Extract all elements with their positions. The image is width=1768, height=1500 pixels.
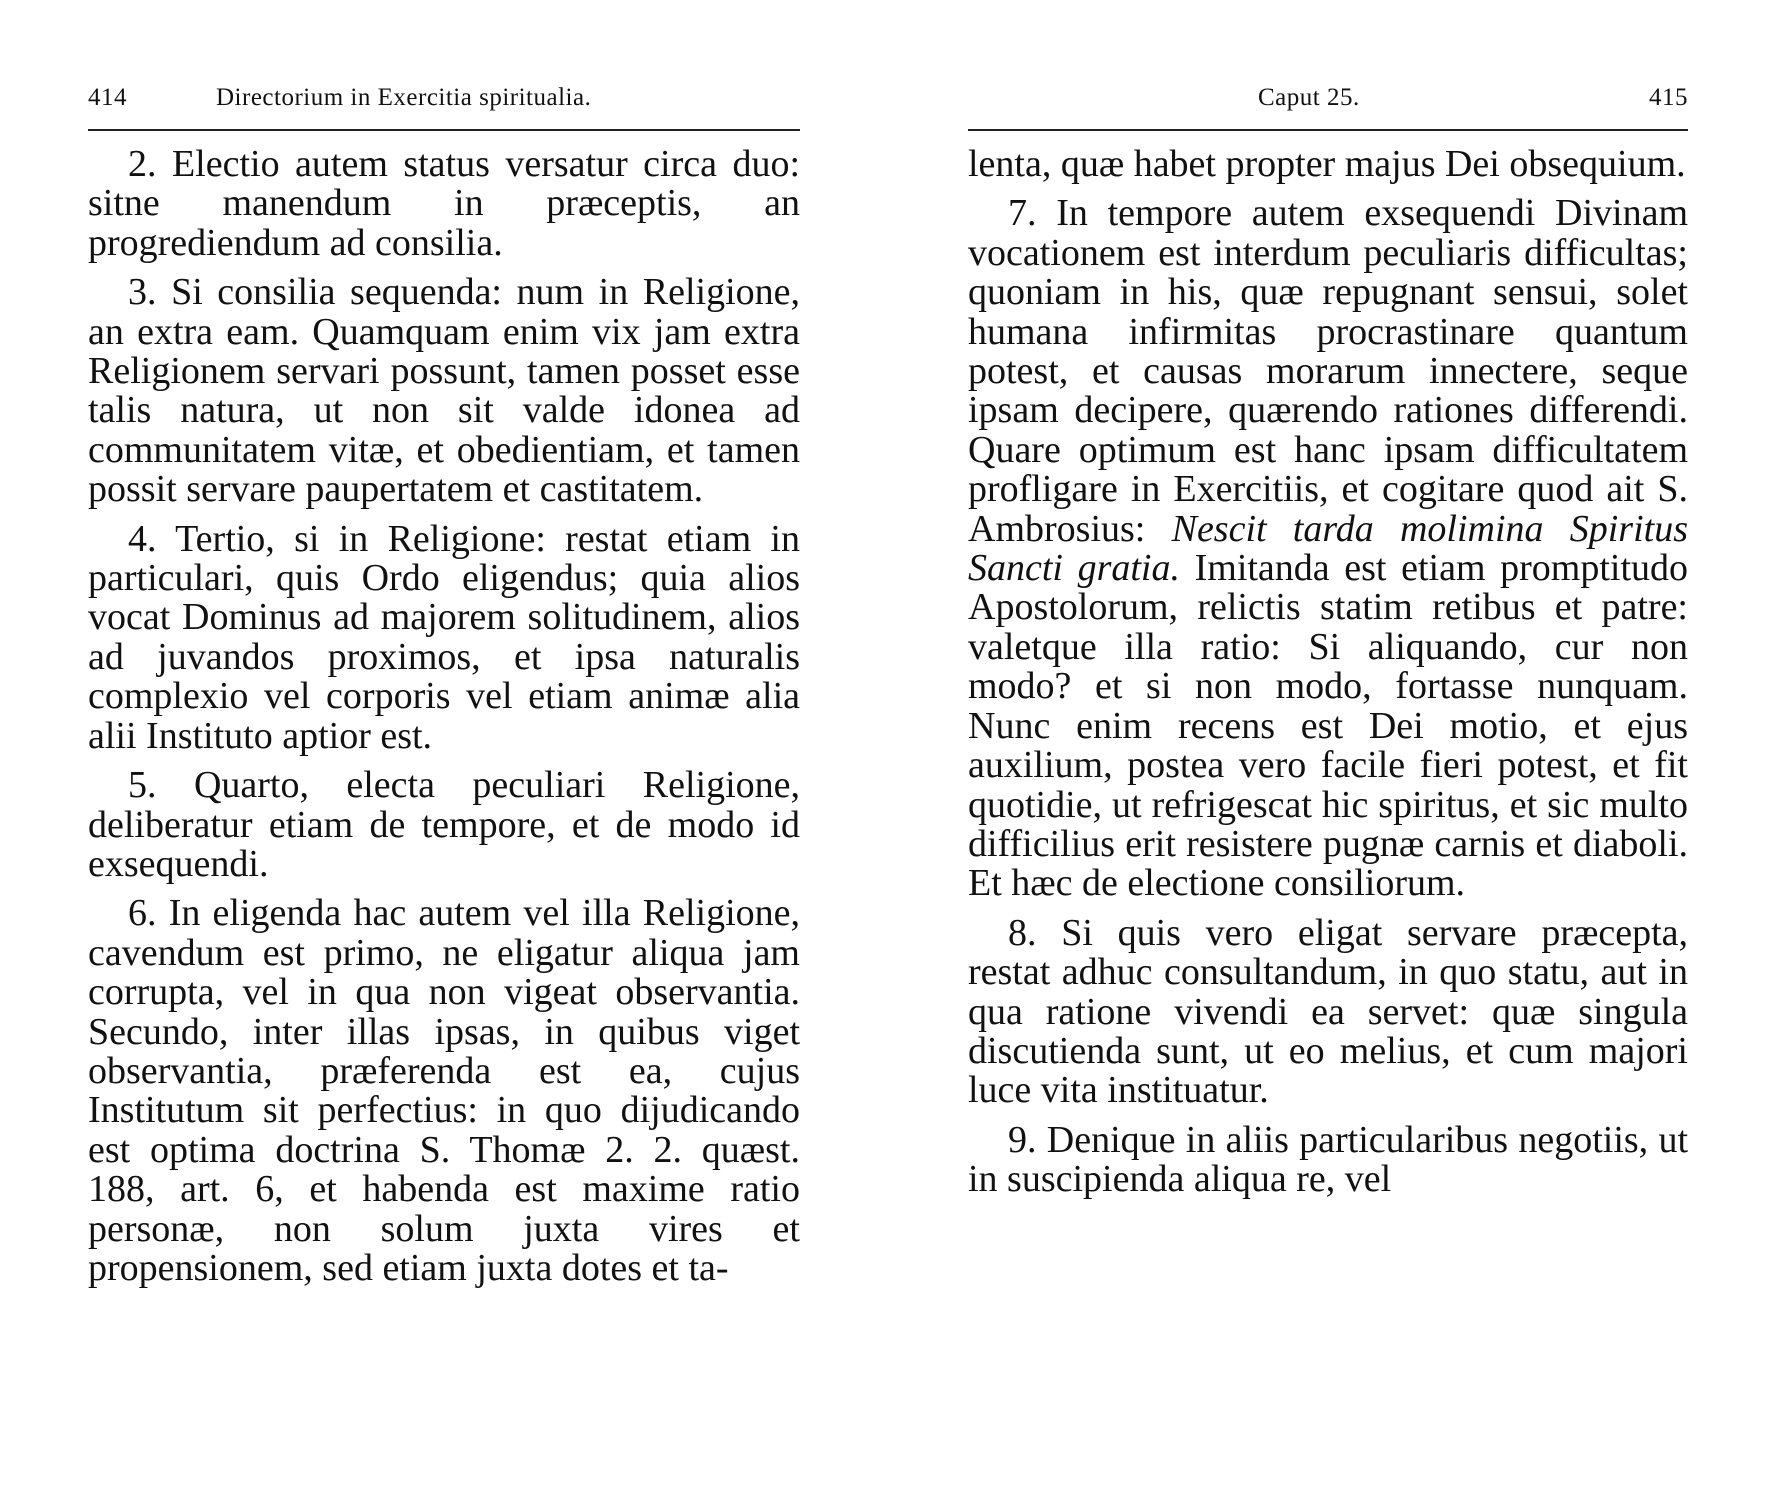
paragraph-text: Electio autem status versatur circa duo: sitne manendum in præceptis, an progrediendum ad consilia. <box>88 143 800 264</box>
left-body-text <box>88 145 800 1288</box>
right-page-number: 415 <box>1649 84 1688 111</box>
paragraph-number: 6. <box>128 892 157 935</box>
right-header-rule <box>968 129 1688 131</box>
paragraph-5 <box>88 766 800 884</box>
paragraph-number: 2. <box>128 143 157 185</box>
paragraph-number: 3. <box>128 271 157 314</box>
left-page <box>88 0 800 1500</box>
paragraph-text: In tempore autem exsequendi Divinam vocationem est interdum peculiaris difficultas; quoniam in his, quæ repugnant sensui, solet humana infirmitas procrastinare quantum potest, et causas morarum innectere, seque ipsam decipere, quærendo rationes differendi. Quare optimum est hanc ipsam difficultatem profligare in Exercitiis, et cogitare quod ait S. Ambrosius: <box>968 192 1688 550</box>
left-running-head <box>88 84 800 118</box>
left-page-number: 414 <box>88 84 127 111</box>
paragraph-8 <box>968 911 1688 1112</box>
paragraph-6 <box>88 894 800 1288</box>
paragraph-text: Denique in aliis particularibus negotiis, ut in suscipienda aliqua re, vel <box>968 1118 1688 1201</box>
paragraph-text: Si quis vero eligat servare præcepta, restat adhuc consultandum, in quo statu, aut in qua ratione vivendi ea servet: quæ singula discutienda sunt, ut eo melius, et cum majori luce vita instituatur. <box>968 911 1688 1112</box>
ambrose-quote: Nescit tarda molimina Spiritus Sancti gratia. <box>968 507 1688 590</box>
paragraph-number: 5. <box>128 764 157 807</box>
paragraph-4 <box>88 517 800 757</box>
paragraph-number: 7. <box>1008 192 1037 235</box>
paragraph-text: Imitanda est etiam promptitudo Apostolorum, relictis statim retibus et patre: valetque illa ratio: Si aliquando, cur non modo? et si non modo, fortasse nunquam. Nunc enim recens est Dei motio, et ejus auxilium, postea vero facile fieri potest, et fit quotidie, ut refrigescat hic spiritus, et sic multo difficilius erit resistere pugnæ carnis et diaboli. Et hæc de electione consiliorum. <box>968 547 1688 905</box>
paragraph-text: Quarto, electa peculiari Religione, deliberatur etiam de tempore, et de modo id exsequendi. <box>88 764 801 885</box>
paragraph-text: In eligenda hac autem vel illa Religione, cavendum est primo, ne eligatur aliqua jam corrupta, vel in qua non vigeat observantia. Secundo, inter illas ipsas, in quibus viget observantia, præferenda est ea, cujus Institutum sit perfectius: in quo dijudicando est optima doctrina S. Thomæ 2. 2. quæst. 188, art. 6, et habenda est maxime ratio personæ, non solum juxta vires et propensionem, sed etiam juxta dotes et ta- <box>88 892 801 1289</box>
paragraph-number: 9. <box>1008 1118 1037 1161</box>
left-running-title: Directorium in Exercitia spiritualia. <box>216 84 592 111</box>
paragraph-7 <box>968 194 1688 903</box>
paragraph-text: Tertio, si in Religione: restat etiam in particulari, quis Ordo eligendus; quia alios vocat Dominus ad majorem solitudinem, alios ad juvandos proximos, et ipsa naturalis complexio vel corporis vel etiam animæ alia alii Instituto aptior est. <box>88 517 800 757</box>
paragraph-9 <box>968 1118 1688 1201</box>
paragraph-2 <box>88 145 800 263</box>
right-running-head <box>968 84 1688 118</box>
left-header-rule <box>88 129 800 131</box>
right-body-text <box>968 145 1688 1200</box>
paragraph-number: 8. <box>1008 911 1037 954</box>
continuation-paragraph <box>968 145 1688 184</box>
right-running-title: Caput 25. <box>1258 84 1360 111</box>
paragraph-text: lenta, quæ habet propter majus Dei obsequium. <box>968 143 1686 185</box>
paragraph-3 <box>88 273 800 509</box>
paragraph-text: Si consilia sequenda: num in Religione, an extra eam. Quamquam enim vix jam extra Religionem servari possunt, tamen posset esse talis natura, ut non sit valde idonea ad communitatem vitæ, et obedientiam, et tamen possit servare paupertatem et castitatem. <box>88 271 801 511</box>
paragraph-number: 4. <box>128 517 157 560</box>
right-page <box>968 0 1688 1500</box>
